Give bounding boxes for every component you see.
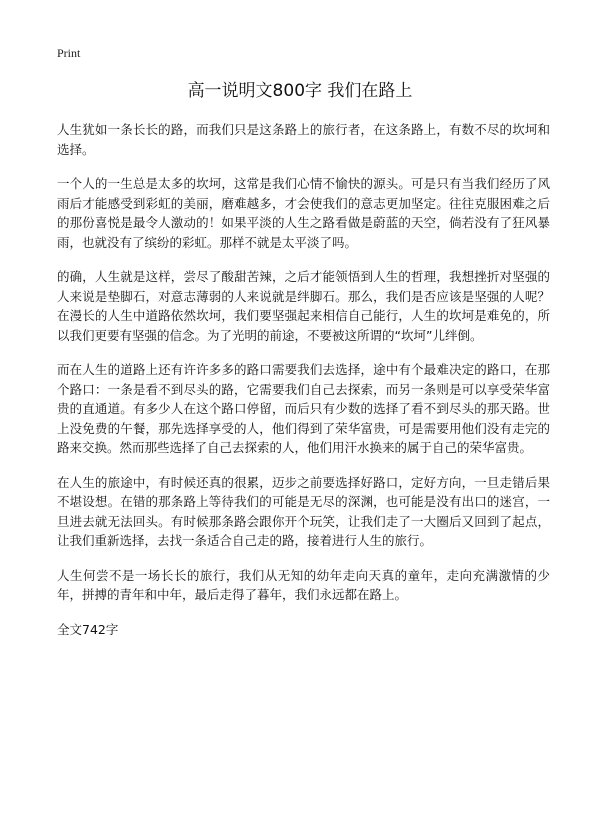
print-link[interactable]: Print	[57, 46, 81, 60]
paragraph: 人生犹如一条长长的路，而我们只是这条路上的旅行者，在这条路上，有数不尽的坎坷和选择。	[57, 122, 550, 157]
paragraph: 一个人的一生总是太多的坎坷，这常是我们心情不愉快的源头。可是只有当我们经历了风雨后才能感受到彩虹的美丽，磨难越多，才会使我们的意志更加坚定。往往克服困难之后的那份喜悦是最令人激动的！如果平淡的人生之路看做是蔚蓝的天空，倘若没有了狂风暴雨，也就没有了缤纷的彩虹。那样不就是太平淡了吗。	[57, 176, 550, 250]
article-title: 高一说明文800字 我们在路上	[187, 81, 413, 101]
paragraph: 的确，人生就是这样，尝尽了酸甜苦辣，之后才能领悟到人生的哲理，我想挫折对坚强的人来说是垫脚石，对意志薄弱的人来说就是绊脚石。那么，我们是否应该是坚强的人呢？在漫长的人生中道路依然坎坷，我们要坚强起来相信自己能行，人生的坎坷是难免的，所以我们更要有坚强的信念。为了光明的前途，不要被这所谓的“坎坷”儿绊倒。	[57, 269, 550, 343]
article-body	[57, 120, 550, 639]
paragraph: 而在人生的道路上还有许许多多的路口需要我们去选择，途中有个最难决定的路口，在那个路口：一条是看不到尽头的路，它需要我们自己去探索，而另一条则是可以享受荣华富贵的直通道。有多少人在这个路口停留，而后只有少数的选择了看不到尽头的那天路。世上没免费的午餐，那先选择享受的人，他们得到了荣华富贵，可是需要用他们没有走完的路来交换。然而那些选择了自己去探索的人，他们用汗水换来的属于自己的荣华富贵。	[57, 362, 550, 455]
paragraph: 人生何尝不是一场长长的旅行，我们从无知的幼年走向天真的童年，走向充满激情的少年，拼搏的青年和中年，最后走得了暮年，我们永远都在路上。	[57, 567, 550, 602]
word-count: 全文742字	[57, 621, 119, 637]
paragraph: 在人生的旅途中，有时候还真的很累，迈步之前要选择好路口，定好方向，一旦走错后果不堪设想。在错的那条路上等待我们的可能是无尽的深渊，也可能是没有出口的迷宫，一旦进去就无法回头。有时候那条路会跟你开个玩笑，让我们走了一大圈后又回到了起点，让我们重新选择，去找一条适合自己走的路，接着进行人生的旅行。	[57, 474, 550, 548]
